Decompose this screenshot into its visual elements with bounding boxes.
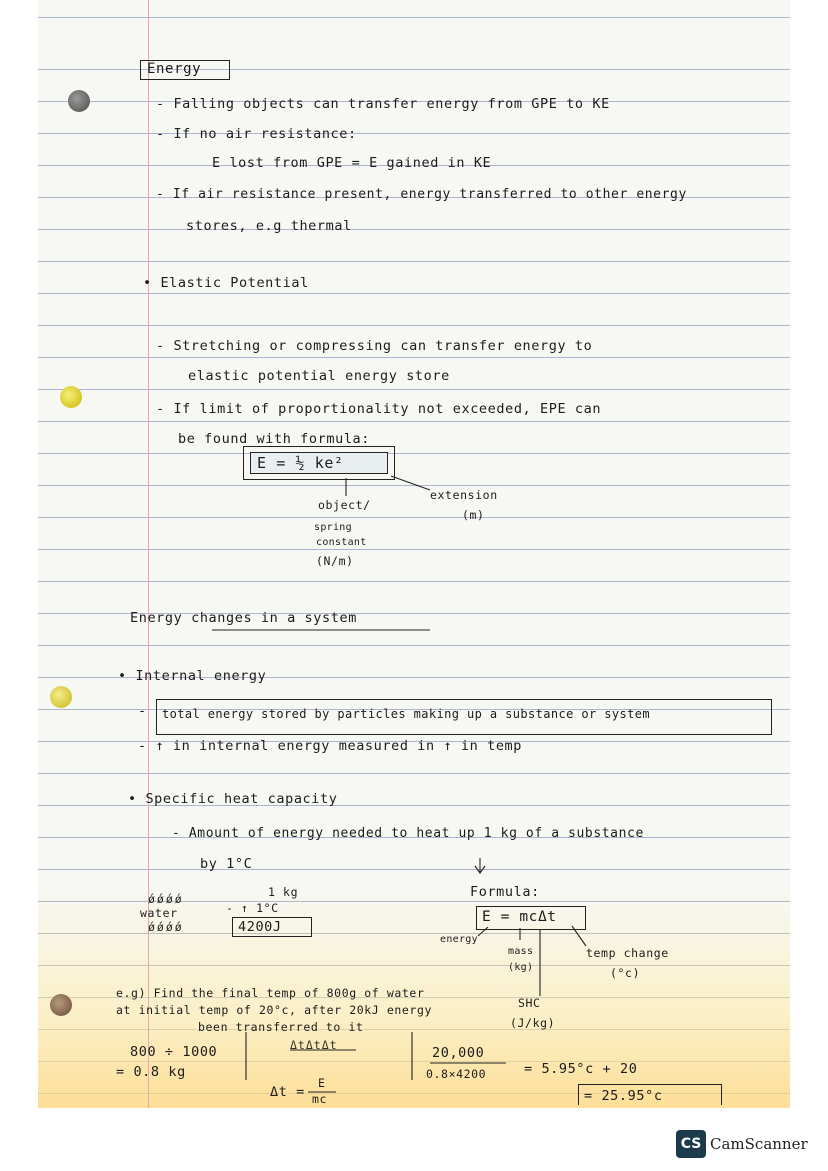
label-temp-unit: (°c) <box>610 966 641 980</box>
section-heading: • Internal energy <box>118 668 267 684</box>
annotation-spring: spring <box>314 522 352 533</box>
note-line: by 1°C <box>200 856 253 872</box>
water-label: water <box>140 906 178 920</box>
brand-name: CamScanner <box>710 1135 808 1153</box>
water-temp-rise: - ↑ 1°C <box>226 901 279 915</box>
calculation-result: = 5.95°c + 20 <box>524 1061 638 1077</box>
calculation-numerator: 20,000 <box>432 1045 485 1061</box>
note-line: E lost from GPE = E gained in KE <box>212 155 492 171</box>
water-drops-icon: ǿǿǿǿ <box>148 892 184 906</box>
note-line: - ↑ in internal energy measured in ↑ in temp <box>138 738 523 754</box>
calculation-lhs: Δt = <box>270 1084 305 1100</box>
punch-hole <box>60 386 82 408</box>
label-mass: mass <box>508 946 534 957</box>
formula-heading: Formula: <box>470 884 540 900</box>
water-energy: 4200J <box>238 919 282 935</box>
annotation-extension-unit: (m) <box>462 508 485 522</box>
label-shc: SHC <box>518 996 541 1010</box>
annotation-object: object/ <box>318 498 371 512</box>
calculation-denominator: 0.8×4200 <box>426 1067 487 1081</box>
dash-marker: - <box>138 703 147 719</box>
note-line: - Stretching or compressing can transfer energy to <box>156 338 593 354</box>
punch-hole <box>50 686 72 708</box>
example-line: e.g) Find the final temp of 800g of water <box>116 986 425 1000</box>
calculation-result: = 0.8 kg <box>116 1064 186 1080</box>
calculation-step: 800 ÷ 1000 <box>130 1044 218 1060</box>
formula-shc: E = mcΔt <box>482 909 557 925</box>
section-heading: Energy changes in a system <box>130 610 357 626</box>
label-temp-change: temp change <box>586 946 669 960</box>
camscanner-logo-icon <box>676 1130 706 1158</box>
punch-hole <box>50 994 72 1016</box>
internal-energy-definition: total energy stored by particles making up a substance or system <box>162 707 650 721</box>
logo-text: CS <box>680 1136 702 1152</box>
label-energy: energy <box>440 934 478 945</box>
annotation-constant: constant <box>316 537 367 548</box>
formula-epe: E = ½ ke² <box>257 454 344 472</box>
note-line: elastic potential energy store <box>188 368 450 384</box>
label-mass-unit: (kg) <box>508 962 534 973</box>
water-drops-icon: ǿǿǿǿ <box>148 920 184 934</box>
annotation-unit: (N/m) <box>316 554 354 568</box>
note-line: - If no air resistance: <box>156 126 357 142</box>
page-heading: Energy <box>147 61 202 77</box>
section-heading: • Elastic Potential <box>143 275 309 291</box>
example-line: been transferred to it <box>198 1020 364 1034</box>
margin-line <box>148 0 149 1108</box>
label-shc-unit: (J/kg) <box>510 1016 556 1030</box>
water-mass: 1 kg <box>268 885 299 899</box>
example-line: at initial temp of 20°c, after 20kJ energy <box>116 1003 432 1017</box>
note-line: - If limit of proportionality not exceeded, EPE can <box>156 401 602 417</box>
final-answer: = 25.95°c <box>584 1088 663 1104</box>
note-line: - If air resistance present, energy transferred to other energy <box>156 187 687 202</box>
note-line: - Amount of energy needed to heat up 1 kg of a substance <box>172 826 644 841</box>
calculation-denominator: mc <box>312 1092 328 1106</box>
note-line: - Falling objects can transfer energy from GPE to KE <box>156 96 610 112</box>
crossed-out-scribble: ΔtΔtΔt <box>290 1038 338 1052</box>
section-heading: • Specific heat capacity <box>128 791 338 807</box>
punch-hole <box>68 90 90 112</box>
calculation-numerator: E <box>318 1076 326 1090</box>
annotation-extension: extension <box>430 488 498 502</box>
note-line: stores, e.g thermal <box>186 218 352 234</box>
note-line: be found with formula: <box>178 431 371 447</box>
